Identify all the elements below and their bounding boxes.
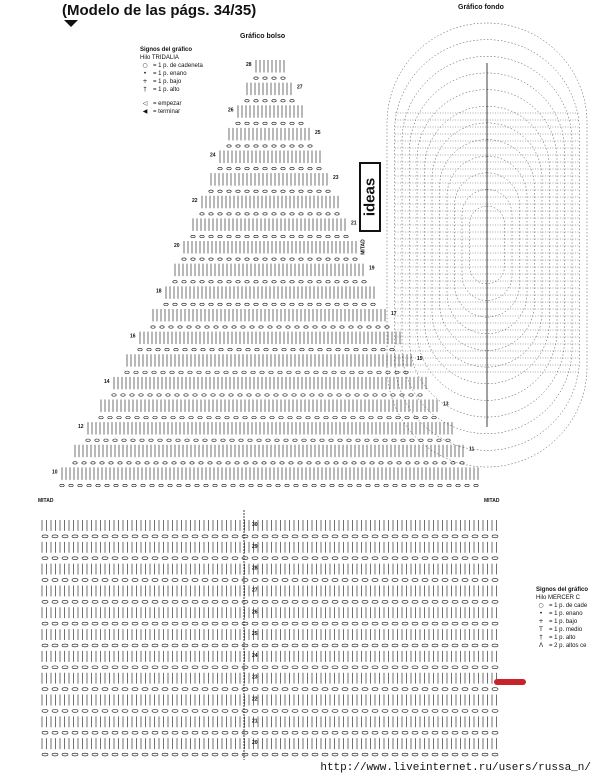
bag-row-number: 13 (443, 401, 449, 408)
bag-bottom-row (42, 716, 498, 734)
bag-bottom-row-number: 25 (252, 631, 258, 638)
bag-row-number: 14 (104, 378, 110, 385)
bag-top-row (191, 218, 348, 237)
bag-top-row (236, 105, 303, 124)
legend-left-symbol-icon: + (142, 78, 148, 85)
bag-top-row (99, 399, 437, 418)
legend-right-symbol-icon: ○ (538, 602, 544, 609)
bag-row-number: 18 (156, 288, 162, 295)
bag-bottom-row (42, 629, 498, 647)
bag-top-row (73, 445, 464, 464)
legend-left-marker-symbol-icon: ◀ (142, 108, 148, 115)
bag-bottom-row (42, 607, 498, 625)
base-chart-title: Gráfico fondo (458, 4, 504, 11)
bag-bottom-row-number: 22 (252, 696, 258, 703)
ideas-logo-text: ideas (361, 177, 379, 217)
legend-left-marker-label: = empezar (153, 101, 182, 107)
mitad-label-left: MITAD (38, 498, 54, 504)
legend-right-symbol-icon: † (539, 634, 543, 641)
legend-right-label: = 1 p. alto (549, 635, 576, 641)
bag-bottom-row-number: 20 (252, 740, 258, 747)
legend-left-symbol-icon: † (143, 86, 147, 93)
bag-bottom-row-number: 28 (252, 565, 258, 572)
legend-right-yarn: Hilo MERCER C (536, 595, 581, 601)
bag-row-number: 16 (130, 333, 136, 340)
bag-row-number: 17 (391, 310, 397, 317)
legend-left-symbol-icon: ○ (142, 62, 148, 69)
legend-left-label: = 1 p. bajo (153, 79, 182, 85)
bag-bottom-row-number: 30 (252, 522, 258, 528)
bag-row-number: 15 (417, 356, 423, 363)
bag-bottom-row-number: 29 (252, 543, 258, 550)
bag-top-row (151, 309, 389, 328)
bag-top-row (125, 354, 411, 373)
bag-top-row (254, 60, 285, 79)
bag-row-number: 20 (174, 243, 180, 250)
bag-bottom-row (42, 651, 498, 669)
bag-bottom-row-number: 23 (252, 674, 258, 681)
legend-left-symbol-icon: • (143, 70, 147, 77)
bag-bottom-row (42, 673, 498, 691)
mitad-label-right: MITAD (484, 498, 500, 504)
bag-bottom-row-number: 21 (252, 718, 258, 725)
red-highlight-mark (494, 679, 526, 685)
bag-bottom-row (42, 738, 498, 756)
bag-top-row (218, 151, 321, 170)
page-title: (Modelo de las págs. 34/35) (62, 2, 257, 19)
bag-row-number: 12 (78, 424, 84, 431)
bag-bottom-row (42, 585, 498, 603)
legend-left-marker-symbol-icon: ◁ (142, 100, 148, 107)
bag-row-number: 22 (192, 197, 198, 204)
bag-row-number: 27 (297, 84, 303, 91)
legend-left-label: = 1 p. de cadeneta (153, 63, 203, 69)
bag-top-row (138, 332, 400, 351)
bag-top-row (227, 128, 312, 147)
legend-left-marker-label: = terminar (153, 109, 181, 115)
legend-right-label: = 2 p. altos ce (549, 643, 587, 649)
bag-top-row (209, 173, 330, 192)
bag-top-row (164, 286, 375, 305)
bag-bottom-row (42, 520, 498, 538)
bag-row-number: 19 (369, 265, 375, 272)
legend-right-symbol-icon: • (539, 610, 543, 617)
legend-right-header: Signos del gráfico (536, 587, 589, 593)
bag-row-number: 28 (246, 62, 252, 68)
bag-top-row (173, 264, 366, 283)
bag-bottom-row-number: 27 (252, 587, 258, 594)
legend-right-symbol-icon: + (538, 618, 544, 625)
bag-bottom-row (42, 542, 498, 560)
bag-top-row (112, 377, 426, 396)
bag-bottom-row-number: 24 (252, 652, 258, 659)
bag-top-row (200, 196, 339, 215)
legend-right-label: = 1 p. enano (549, 611, 583, 617)
footer-url[interactable]: http://www.liveinternet.ru/users/russa_n/ (320, 762, 591, 774)
bag-bottom-row (42, 564, 498, 582)
legend-left-yarn: Hilo TRIDALIA (140, 55, 179, 61)
bag-row-number: 24 (210, 152, 216, 159)
bag-row-number: 10 (52, 469, 58, 476)
bag-row-number: 11 (469, 446, 475, 453)
legend-right-symbol-icon: Λ (538, 642, 544, 649)
bag-top-row (86, 422, 452, 441)
legend-right-label: = 1 p. medio (549, 627, 583, 633)
bag-chart-title: Gráfico bolso (240, 33, 286, 40)
legend-right-label: = 1 p. bajo (549, 619, 578, 625)
legend-left-header: Signos del gráfico (140, 47, 193, 53)
bag-bottom-row-number: 26 (252, 609, 258, 616)
legend-left-label: = 1 p. alto (153, 87, 180, 93)
mitad-label-base: MITAD (360, 239, 367, 255)
bag-row-number: 25 (315, 129, 321, 136)
legend-left-label: = 1 p. enano (153, 71, 187, 77)
bag-bottom-row (42, 695, 498, 713)
bag-top-row (182, 241, 357, 260)
bag-row-number: 26 (228, 107, 234, 114)
bag-row-number: 23 (333, 175, 339, 182)
bag-top-row (245, 83, 294, 102)
bag-row-number: 21 (351, 220, 357, 227)
legend-right-symbol-icon: T (539, 626, 543, 633)
bag-top-row (60, 467, 478, 486)
legend-right-label: = 1 p. de cade (549, 603, 588, 609)
